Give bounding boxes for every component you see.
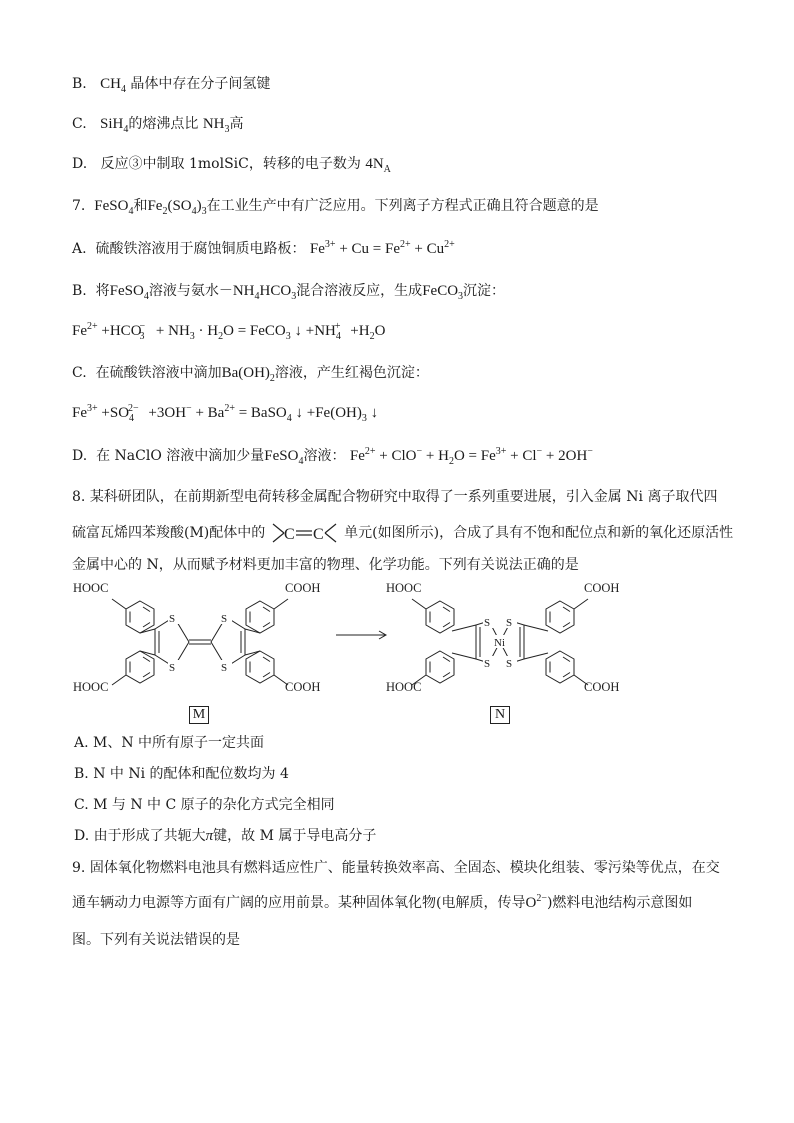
sulfur-atom: S	[506, 617, 513, 629]
q7-option-d: D. 在 NaClO 溶液中滴加少量FeSO$_4$溶液： $Fe^{2+} + ClO^- + H_2O = Fe^{3+} + Cl^- + 2OH^-$	[72, 446, 593, 467]
carbon-left: C	[283, 526, 295, 543]
hooc-label: HOOC	[386, 581, 422, 595]
q9-stem-line2: 通车辆动力电源等方面有广阔的应用前景。某种固体氧化物(电解质，传导$O^{2-}$)燃料电池结构示意图如	[72, 893, 693, 911]
formula-o2minus: $O^{2-}$	[525, 893, 547, 911]
molecule-m	[73, 581, 320, 694]
q8-stem-line3: 金属中心的 N，从而赋予材料更加丰富的物理、化学功能。下列有关说法正确的是	[72, 557, 579, 573]
q6-option-d: D. 反应③中制取 1molSiC，转移的电子数为 $4N_A$	[72, 156, 391, 175]
structure-diagram	[0, 575, 794, 725]
formula-4na: $4N_A$	[365, 156, 391, 175]
label-n: N	[490, 706, 510, 724]
hooc-label: HOOC	[73, 581, 109, 595]
q9-stem-line1: 9. 固体氧化物燃料电池具有燃料适应性广、能量转换效率高、全固态、模块化组装、零污染等优点，在交	[72, 860, 720, 876]
q7-option-b: B. 将FeSO$_4$溶液与氨水$-NH_4HCO_3$混合溶液反应，生成FeCO$_3$沉淀：	[72, 283, 506, 302]
q8-option-c: C. M 与 N 中 C 原子的杂化方式完全相同	[74, 797, 335, 813]
reaction-arrow	[336, 631, 386, 639]
formula-fe2so43: $Fe_2(SO_4)_3$	[147, 198, 207, 217]
equation-a: $Fe^{3+} + Cu = Fe^{2+} + Cu^{2+}$	[309, 239, 455, 257]
cooh-label: COOH	[584, 581, 620, 595]
q7-option-a: A. 硫酸铁溶液用于腐蚀铜质电路板： $Fe^{3+} + Cu = Fe^{2+} + Cu^{2+}$	[72, 239, 455, 257]
sulfur-atom: S	[506, 658, 513, 670]
sulfur-atom: S	[221, 662, 228, 674]
q8-stem-line1: 8. 某科研团队，在前期新型电荷转移金属配合物研究中取得了一系列重要进展，引入金属 Ni 离子取代四	[72, 489, 718, 505]
sulfur-atom: S	[484, 658, 491, 670]
carbon-right: C	[312, 526, 324, 543]
molecule-n	[386, 581, 619, 694]
equation-d: $Fe^{2+} + ClO^- + H_2O = Fe^{3+} + Cl^- + 2OH^-$	[349, 446, 593, 467]
nickel-atom: Ni	[494, 637, 505, 649]
label-m: M	[189, 706, 209, 724]
hooc-label: HOOC	[73, 680, 109, 694]
cooh-label: COOH	[584, 680, 620, 694]
q8-option-a: A. M、N 中所有原子一定共面	[74, 735, 265, 751]
formula-ch4: $CH_4$	[100, 76, 126, 95]
q8-option-b: B. N 中 Ni 的配体和配位数均为 4	[74, 766, 289, 782]
q6-option-b: B. $CH_4$ 晶体中存在分子间氢键	[72, 76, 271, 95]
sulfur-atom: S	[169, 613, 176, 625]
q7-option-c: C. 在硫酸铁溶液中滴加$Ba(OH)_2$溶液，产生红褐色沉淀：	[72, 365, 429, 384]
q8-stem-line2: 硫富瓦烯四苯羧酸(M)配体中的 C C 单元(如图所示)，合成了具有不饱和配位点和新的氧化还原活性	[72, 518, 734, 548]
formula-feso4: FeSO$_4$	[94, 198, 134, 217]
hooc-label: HOOC	[386, 680, 422, 694]
q8-option-d: D. 由于形成了共轭大π键，故 M 属于导电高分子	[74, 828, 377, 844]
sulfur-atom: S	[169, 662, 176, 674]
formula-sih4: SiH$_4$	[100, 116, 129, 135]
cooh-label: COOH	[285, 581, 321, 595]
cc-double-bond-unit	[270, 518, 340, 548]
q9-stem-line3: 图。下列有关说法错误的是	[72, 932, 240, 948]
q7-equation-c: $Fe^{3+} +SO_4^{2-} +3OH^- + Ba^{2+}$ = BaSO$_4$ ↓ $+Fe(OH)_3$ ↓	[72, 403, 379, 424]
sulfur-atom: S	[484, 617, 491, 629]
sulfur-atom: S	[221, 613, 228, 625]
formula-nh3: $NH_3$	[202, 116, 230, 135]
cooh-label: COOH	[285, 680, 321, 694]
q6-option-c: C. SiH$_4$的熔沸点比 $NH_3$高	[72, 116, 244, 135]
q7-equation-b: $Fe^{2+} +HCO_3^- + NH_3 \cdot H_2O$ = FeCO$_3$ ↓ $+NH_4^+ +H_2O$	[72, 321, 386, 342]
q7-stem: 7. FeSO$_4$和$Fe_2(SO_4)_3$在工业生产中有广泛应用。下列离子方程式正确且符合题意的是	[72, 198, 599, 217]
